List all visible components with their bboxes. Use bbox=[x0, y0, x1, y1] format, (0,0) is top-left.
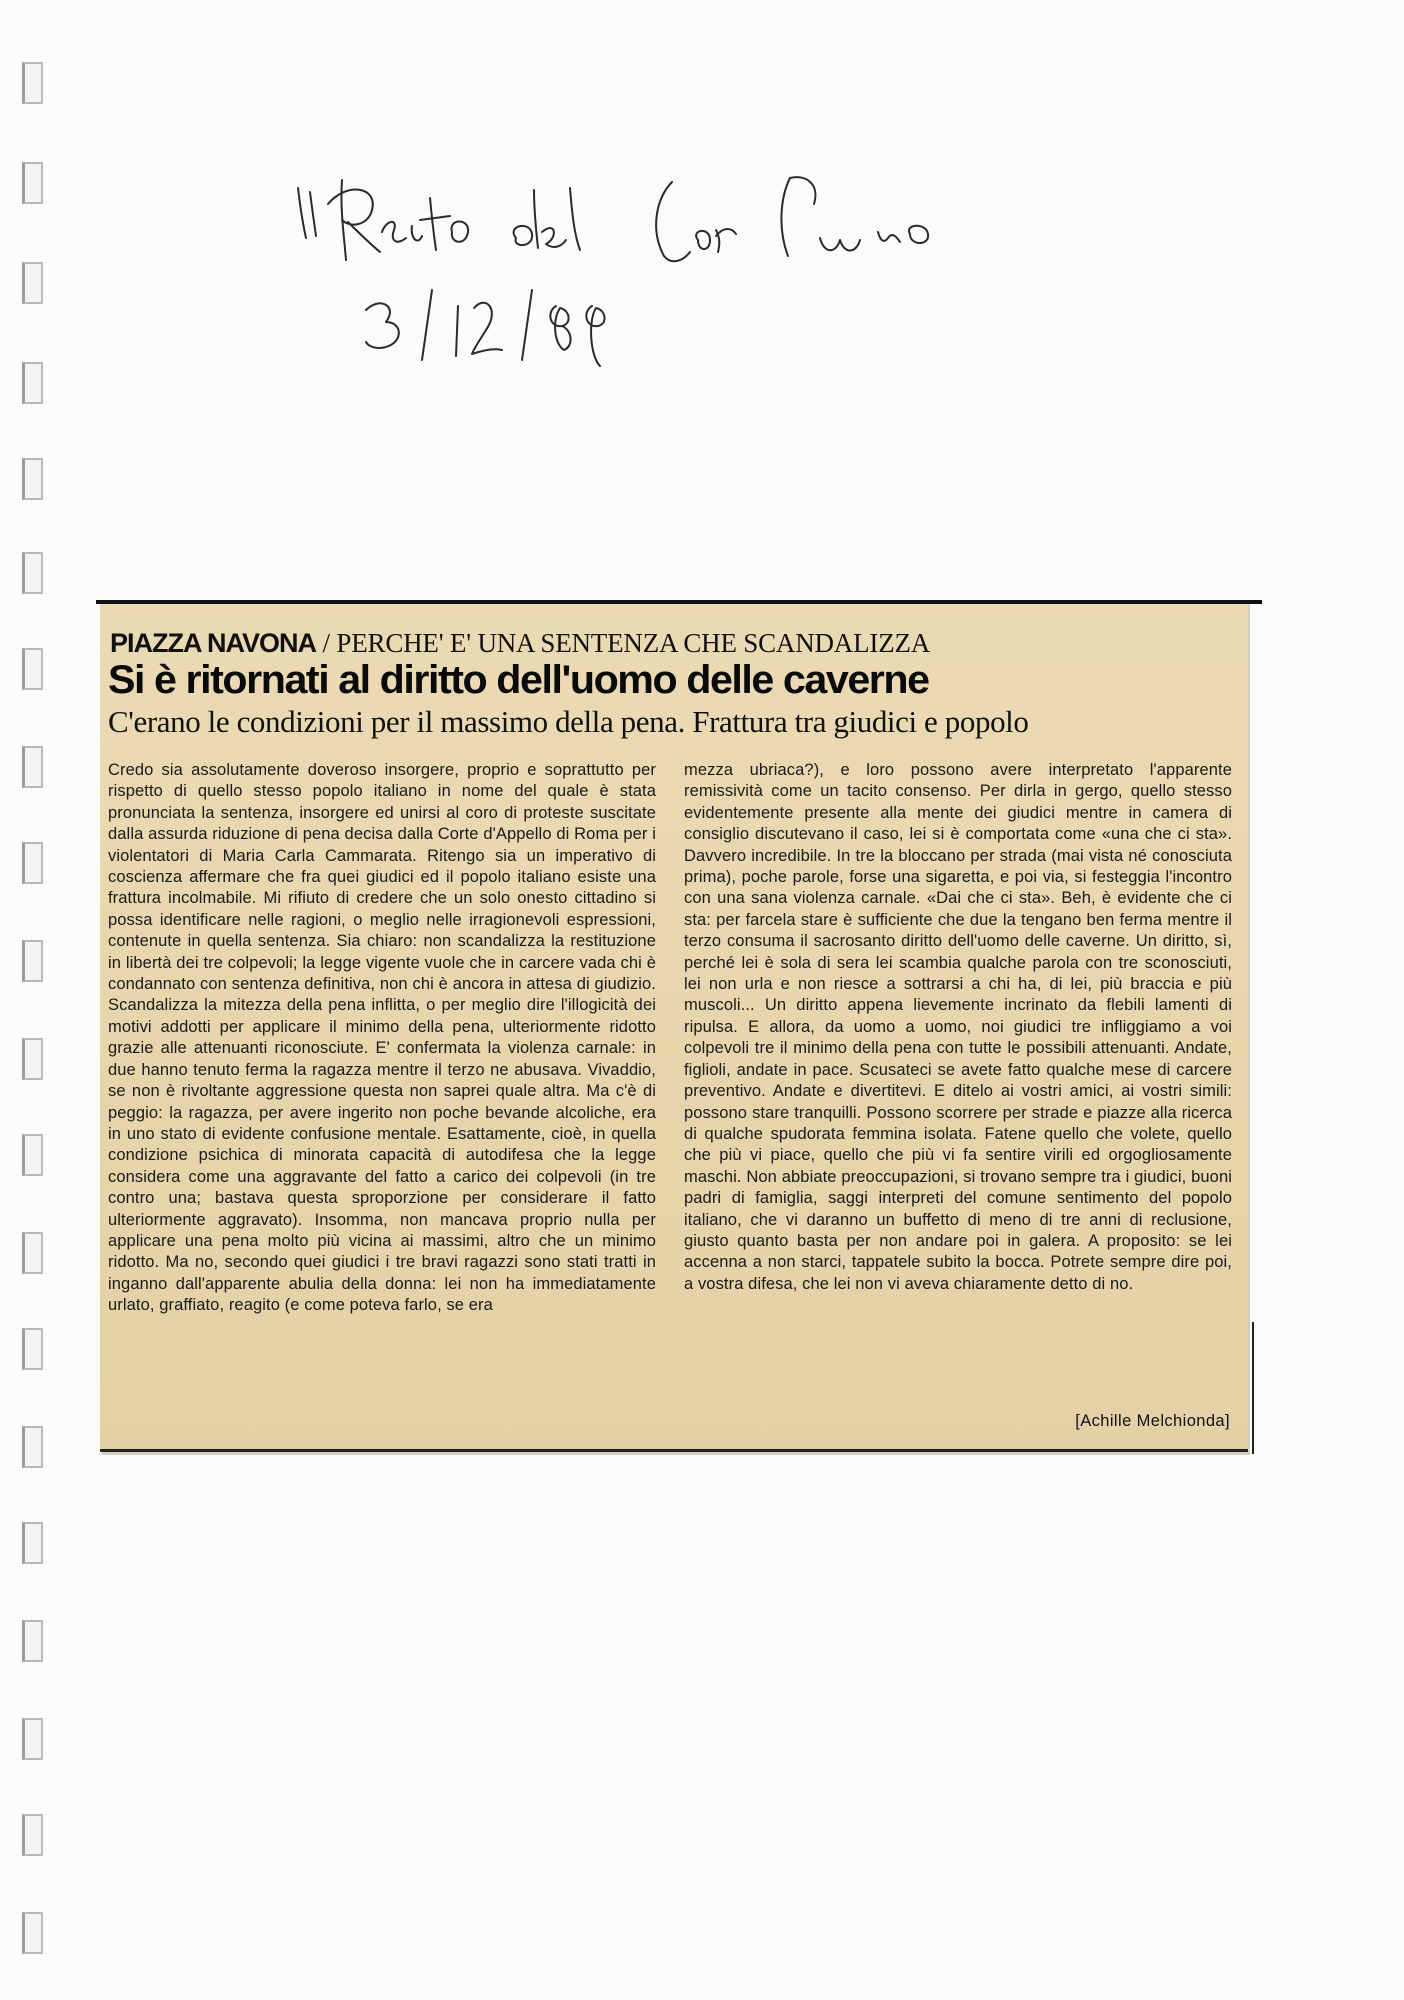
bottom-rule bbox=[100, 1449, 1248, 1452]
binder-hole bbox=[22, 1912, 43, 1954]
top-rule bbox=[96, 600, 1262, 604]
article-kicker bbox=[110, 628, 1240, 659]
article-subhead: C'erano le condizioni per il massimo della pena. Frattura tra giudici e popolo bbox=[108, 704, 1029, 739]
binder-hole bbox=[22, 1814, 43, 1856]
binder-hole bbox=[22, 940, 43, 982]
binder-edge bbox=[0, 0, 60, 2000]
binder-hole bbox=[22, 552, 43, 594]
right-rule bbox=[1252, 1322, 1254, 1454]
binder-hole bbox=[22, 648, 43, 690]
binder-hole bbox=[22, 842, 43, 884]
binder-hole bbox=[22, 62, 43, 104]
binder-hole bbox=[22, 1134, 43, 1176]
binder-hole bbox=[22, 746, 43, 788]
binder-hole bbox=[22, 1038, 43, 1080]
binder-hole bbox=[22, 262, 43, 304]
binder-hole bbox=[22, 1620, 43, 1662]
binder-hole bbox=[22, 1718, 43, 1760]
binder-hole bbox=[22, 1522, 43, 1564]
article-signature: [Achille Melchionda] bbox=[1075, 1412, 1230, 1430]
article-kicker-text: / PERCHE' E' UNA SENTENZA CHE SCANDALIZZA bbox=[316, 628, 931, 658]
article-column-right: mezza ubriaca?), e loro possono avere interpretato l'apparente remissività come un tacito consenso. Per dirla in gergo, quello stesso evidentemente presente alla mente dei giudici mentre in camera di consiglio discutevano il caso, lei si è comportata come «una che ci sta». Davvero incredibile. In tre la bloccano per strada (mai vista né conosciuta prima), poche parole, forse una sigaretta, e poi via, si festeggia l'incontro con una sana violenza carnale. «Dai che ci sta». Beh, è evidente che ci sta: per farcela stare è sufficiente che due la tengano ben ferma mentre il terzo consuma il sacrosanto diritto dell'uomo delle caverne. Un diritto, sì, perché lei è sola di sera lei scambia qualche parola con tre sconosciuti, lei non urla e non riesce a sottrarsi a chi ha, di lei, più braccia e più muscoli... Un diritto appena lievemente incrinato da flebili lamenti di ripulsa. E allora, da uomo a uomo, noi giudici tre infliggiamo a voi colpevoli tre il minimo della pena con tutte le possibili attenuanti. Andate, figlioli, andate in pace. Scusateci se avete fatto qualche mese di carcere preventivo. Andate e divertitevi. E ditelo ai vostri amici, ai vostri simili: possono stare tranquilli. Possono scorrere per strade e piazze alla ricerca di qualche spudorata femmina isolata. Fatene quello che volete, quello che più vi piace, quello che più vi fa sentire virili ed orgogliosamente maschi. Non abbiate preoccupazioni, si trovano sempre tra i giudici, buoni padri di famiglia, saggi interpreti del comune sentimento del popolo italiano, che vi daranno un buffetto di meno di tre anni di reclusione, giusto quanto basta per non andare poi in galera. A proposito: se lei accenna a non starci, tappatele subito la bocca. Potrete sempre dire poi, a vostra difesa, che lei non vi aveva chiaramente detto di no. bbox=[684, 761, 1232, 1293]
handwritten-annotation bbox=[280, 160, 1140, 440]
binder-hole bbox=[22, 1328, 43, 1370]
binder-hole bbox=[22, 162, 43, 204]
article-headline: Si è ritornati al diritto dell'uomo delle caverne bbox=[108, 658, 929, 702]
handwriting-strokes bbox=[280, 160, 1140, 440]
article-column-left: Credo sia assolutamente doveroso insorgere, proprio e soprattutto per rispetto di quello stesso popolo italiano in nome del quale è stata pronunciata la sentenza, insorgere ed unirsi al coro di proteste suscitate dalla assurda riduzione di pena decisa dalla Corte d'Appello di Roma per i violentatori di Maria Carla Cammarata. Ritengo sia un imperativo di coscienza affermare che fra quei giudici ed il popolo italiano esiste una frattura incolmabile. Mi rifiuto di credere che un solo onesto cittadino si possa identificare nelle ragioni, o meglio nelle irragionevoli espressioni, contenute in quella sentenza. Sia chiaro: non scandalizza la restituzione in libertà dei tre colpevoli; la legge vigente vuole che in carcere vada chi è condannato con sentenza definitiva, non chi è ancora in attesa di giudizio. Scandalizza la mitezza della pena inflitta, o per meglio dire l'illogicità dei motivi addotti per applicare il minimo della pena, ulteriormente ridotto grazie alle attenuanti riconosciute. E' confermata la violenza carnale: in due hanno tenuto ferma la ragazza mentre il terzo ne abusava. Vivaddio, se non è rivoltante aggressione questa non saprei quale altra. Ma c'è di peggio: la ragazza, per avere ingerito non poche bevande alcoliche, era in uno stato di evidente confusione mentale. Esattamente, cioè, in quella condizione psichica di minorata capacità di autodifesa che la legge considera come una aggravante del fatto a carico dei colpevoli (in tre contro una; bastava questa sproporzione per considerare il fatto ulteriormente aggravato). Insomma, non mancava proprio nulla per applicare una pena molto più vicina ai massimi, altro che un minimo ridotto. Ma no, secondo quei giudici i tre bravi ragazzi sono stati tratti in inganno dall'apparente abulia della donna: lei non ha immediatamente urlato, graffiato, reagito (e come poteva farlo, se era bbox=[108, 761, 656, 1315]
binder-hole bbox=[22, 1232, 43, 1274]
binder-hole bbox=[22, 362, 43, 404]
binder-hole bbox=[22, 1426, 43, 1468]
newspaper-clipping bbox=[100, 600, 1248, 1452]
binder-hole bbox=[22, 458, 43, 500]
article-location: PIAZZA NAVONA bbox=[110, 628, 316, 658]
